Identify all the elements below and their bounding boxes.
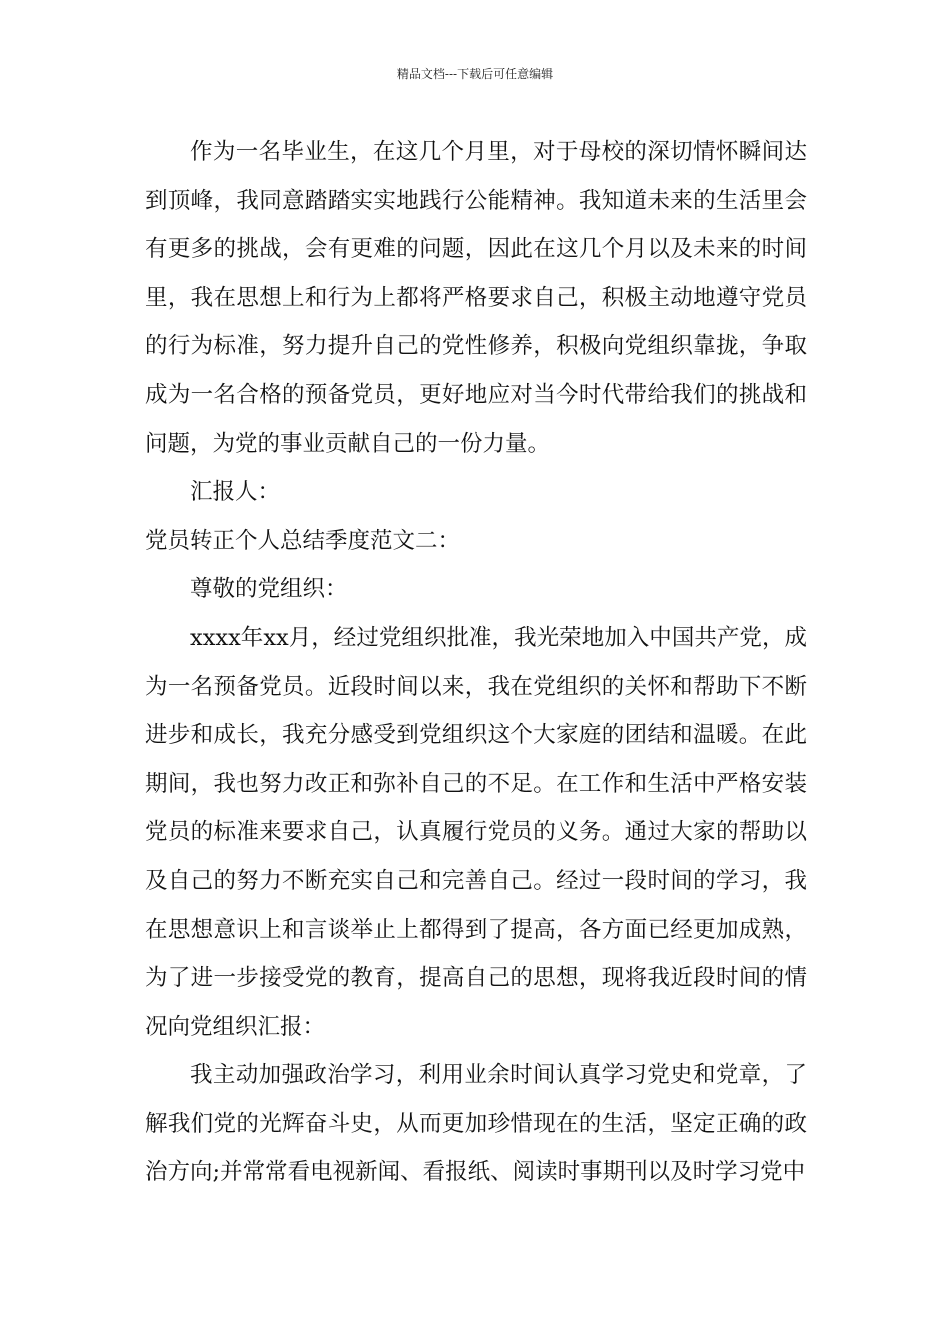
section-title: 党员转正个人总结季度范文二：	[145, 527, 461, 554]
document-body	[145, 128, 807, 1197]
page-header: 精品文档---下载后可任意编辑	[396, 67, 554, 81]
paragraph-study: 我主动加强政治学习，利用业余时间认真学习党史和党章，了解我们党的光辉奋斗史，从而更加珍惜现在的生活，坚定正确的政治方向;并常常看电视新闻、看报纸、阅读时事期刊以及时学习党中	[145, 1062, 807, 1186]
paragraph-report: xxxx年xx月，经过党组织批准，我光荣地加入中国共产党，成为一名预备党员。近段时间以来，我在党组织的关怀和帮助下不断进步和成长，我充分感受到党组织这个大家庭的团结和温暖。在此期间，我也努力改正和弥补自己的不足。在工作和生活中严格安装党员的标准来要求自己，认真履行党员的义务。通过大家的帮助以及自己的努力不断充实自己和完善自己。经过一段时间的学习，我在思想意识上和言谈举止上都得到了提高，各方面已经更加成熟，为了进一步接受党的教育，提高自己的思想，现将我近段时间的情况向党组织汇报：	[145, 624, 807, 1040]
paragraph-commitment: 作为一名毕业生，在这几个月里，对于母校的深切情怀瞬间达到顶峰，我同意踏踏实实地践行公能精神。我知道未来的生活里会有更多的挑战，会有更难的问题，因此在这几个月以及未来的时间里，我在思想上和行为上都将严格要求自己，积极主动地遵守党员的行为标准，努力提升自己的党性修养，积极向党组织靠拢，争取成为一名合格的预备党员，更好地应对当今时代带给我们的挑战和问题，为党的事业贡献自己的一份力量。	[145, 139, 807, 457]
salutation: 尊敬的党组织：	[190, 576, 348, 603]
reporter-line: 汇报人：	[190, 479, 281, 506]
